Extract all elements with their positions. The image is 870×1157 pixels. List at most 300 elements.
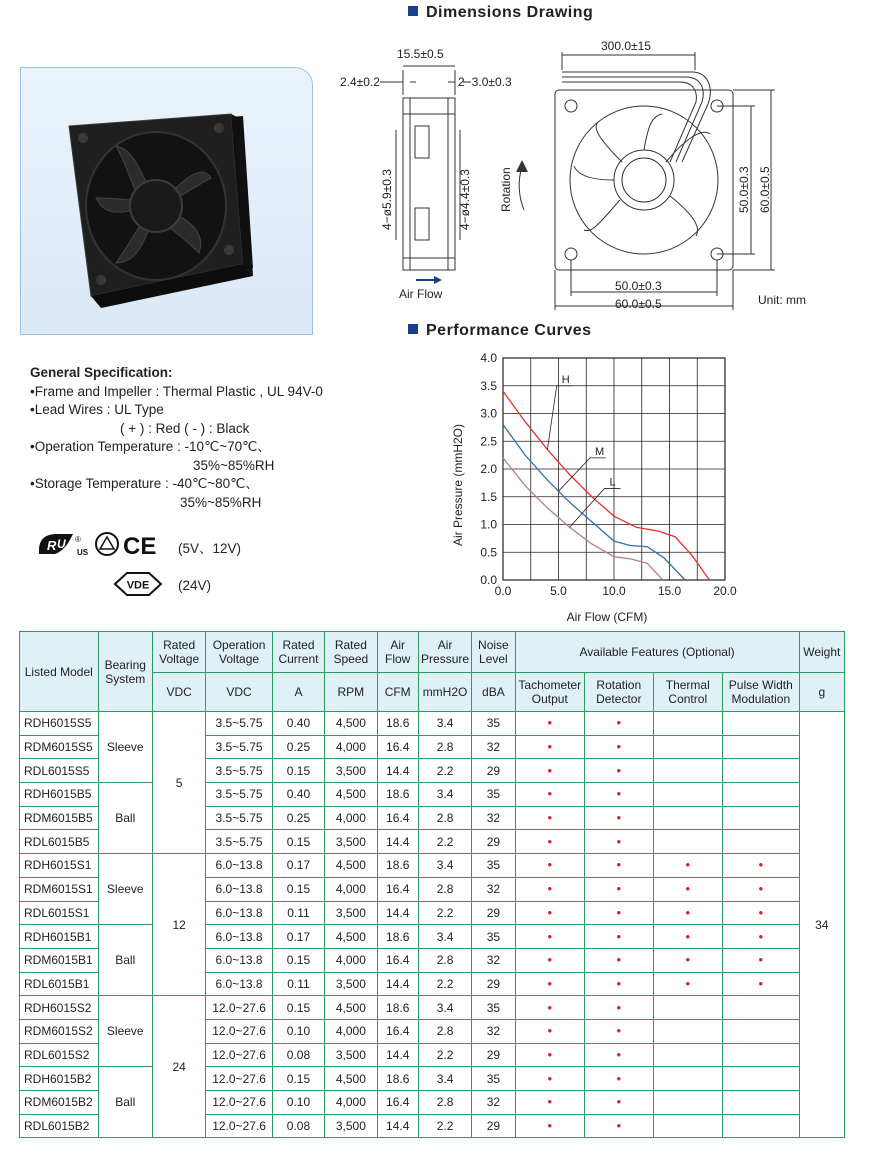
y-tick-label: 1.0	[480, 517, 497, 532]
bearing-cell: Ball	[98, 1067, 152, 1138]
op-voltage-cell: 3.5~5.75	[206, 735, 272, 759]
speed-cell: 4,500	[325, 712, 377, 736]
airflow-cell: 18.6	[377, 996, 418, 1020]
unit-pressure: mmH2O	[418, 673, 471, 712]
general-specification	[30, 364, 360, 512]
feature-tach: Tachometer Output	[515, 673, 585, 712]
svg-text:R: R	[47, 538, 57, 553]
op-voltage-cell: 3.5~5.75	[206, 783, 272, 807]
rotation-cell: •	[585, 712, 653, 736]
ul-logo	[39, 534, 89, 557]
airflow-cell: 14.4	[377, 830, 418, 854]
rated-voltage-cell: 5	[152, 712, 205, 854]
table-row	[20, 854, 845, 878]
pressure-cell: 3.4	[418, 783, 471, 807]
rated-voltage-cell: 24	[152, 996, 205, 1138]
op-voltage-cell: 12.0~27.6	[206, 996, 272, 1020]
spec-table	[19, 631, 845, 1138]
op-voltage-cell: 12.0~27.6	[206, 1019, 272, 1043]
spec-frame: •Frame and Impeller : Thermal Plastic , UL 94V-0	[30, 383, 323, 399]
op-voltage-cell: 6.0~13.8	[206, 925, 272, 949]
rotation-cell: •	[585, 1019, 653, 1043]
svg-text:CE: CE	[123, 533, 157, 560]
speed-cell: 4,000	[325, 735, 377, 759]
current-cell: 0.08	[272, 1043, 324, 1067]
model-cell: RDH6015S2	[20, 996, 99, 1020]
pressure-cell: 2.8	[418, 1019, 471, 1043]
tach-cell: •	[515, 925, 585, 949]
y-tick-label: 3.0	[480, 406, 497, 421]
header-air-pressure: Air Pressure	[418, 632, 471, 673]
model-cell: RDL6015S5	[20, 759, 99, 783]
model-cell: RDL6015B1	[20, 972, 99, 996]
model-cell: RDL6015B2	[20, 1114, 99, 1138]
y-tick-label: 0.0	[480, 573, 497, 587]
current-cell: 0.15	[272, 996, 324, 1020]
pwm-cell: •	[723, 901, 800, 925]
section-square-icon	[408, 324, 418, 334]
pwm-cell	[723, 1019, 800, 1043]
airflow-cell: 18.6	[377, 854, 418, 878]
model-cell: RDH6015B2	[20, 1067, 99, 1091]
op-voltage-cell: 12.0~27.6	[206, 1067, 272, 1091]
dim-hole-right-label: 4−ø4.4±0.3	[458, 169, 472, 230]
y-tick-label: 2.5	[480, 434, 497, 449]
bearing-cell: Sleeve	[98, 712, 152, 783]
spec-op-humidity: 35%~85%RH	[193, 457, 275, 473]
header-bearing: Bearing System	[98, 632, 152, 712]
pwm-cell	[723, 996, 800, 1020]
current-cell: 0.08	[272, 1114, 324, 1138]
speed-cell: 4,500	[325, 996, 377, 1020]
current-cell: 0.40	[272, 712, 324, 736]
dim-left-gap-label: 2.4±0.2	[340, 75, 380, 89]
vde-logo	[113, 570, 163, 598]
thermal-cell	[653, 830, 723, 854]
pwm-cell	[723, 806, 800, 830]
noise-cell: 32	[472, 735, 515, 759]
unit-weight: g	[799, 673, 844, 712]
noise-cell: 35	[472, 925, 515, 949]
pressure-cell: 2.8	[418, 948, 471, 972]
pressure-cell: 3.4	[418, 712, 471, 736]
model-cell: RDH6015B1	[20, 925, 99, 949]
tach-cell: •	[515, 830, 585, 854]
rated-voltage-cell: 12	[152, 854, 205, 996]
pressure-cell: 3.4	[418, 925, 471, 949]
feature-rotation: Rotation Detector	[585, 673, 653, 712]
product-photo-card	[20, 67, 313, 335]
noise-cell: 32	[472, 948, 515, 972]
y-tick-label: 0.5	[480, 545, 497, 560]
tach-cell: •	[515, 1114, 585, 1138]
airflow-label: Air Flow	[399, 287, 443, 301]
thermal-cell	[653, 1114, 723, 1138]
curve-leader	[559, 458, 591, 491]
side-view-frame	[403, 98, 455, 270]
table-row	[20, 925, 845, 949]
dim-width-label: 15.5±0.5	[397, 47, 444, 61]
op-voltage-cell: 3.5~5.75	[206, 806, 272, 830]
thermal-cell: •	[653, 901, 723, 925]
model-cell: RDM6015B1	[20, 948, 99, 972]
pwm-cell: •	[723, 877, 800, 901]
pwm-cell	[723, 759, 800, 783]
thermal-cell: •	[653, 925, 723, 949]
dim-hole-left-label: 4−ø5.9±0.3	[380, 169, 394, 230]
tach-cell: •	[515, 948, 585, 972]
unit-voltage: VDC	[152, 673, 205, 712]
noise-cell: 35	[472, 712, 515, 736]
pressure-cell: 2.2	[418, 1114, 471, 1138]
y-tick-label: 3.5	[480, 378, 497, 393]
weight-cell: 34	[799, 712, 844, 1138]
current-cell: 0.15	[272, 877, 324, 901]
spec-op-temp: •Operation Temperature : -10℃~70℃、	[30, 439, 271, 454]
header-op-voltage: Operation Voltage	[206, 632, 272, 673]
tach-cell: •	[515, 735, 585, 759]
op-voltage-cell: 3.5~5.75	[206, 759, 272, 783]
noise-cell: 35	[472, 854, 515, 878]
noise-cell: 35	[472, 996, 515, 1020]
pressure-cell: 2.2	[418, 972, 471, 996]
current-cell: 0.25	[272, 806, 324, 830]
op-voltage-cell: 6.0~13.8	[206, 877, 272, 901]
spec-lead-wires: •Lead Wires : UL Type	[30, 402, 164, 417]
pwm-cell	[723, 1043, 800, 1067]
unit-op-voltage: VDC	[206, 673, 272, 712]
rotation-cell: •	[585, 735, 653, 759]
dimensions-drawing	[330, 30, 860, 320]
speed-cell: 4,500	[325, 854, 377, 878]
noise-cell: 29	[472, 972, 515, 996]
rotation-cell: •	[585, 783, 653, 807]
op-voltage-cell: 6.0~13.8	[206, 901, 272, 925]
header-features: Available Features (Optional)	[515, 632, 799, 673]
op-voltage-cell: 6.0~13.8	[206, 972, 272, 996]
bearing-cell: Ball	[98, 783, 152, 854]
performance-title: Performance Curves	[408, 322, 592, 340]
curve-leader	[570, 488, 605, 527]
fan-photo	[21, 68, 314, 336]
header-rated-current: Rated Current	[272, 632, 324, 673]
rotation-cell: •	[585, 1043, 653, 1067]
model-cell: RDL6015S1	[20, 901, 99, 925]
x-axis-label: Air Flow (CFM)	[566, 610, 648, 624]
current-cell: 0.15	[272, 1067, 324, 1091]
tach-cell: •	[515, 712, 585, 736]
thermal-cell	[653, 1091, 723, 1115]
unit-speed: RPM	[325, 673, 377, 712]
pwm-cell	[723, 1114, 800, 1138]
pwm-cell: •	[723, 854, 800, 878]
rotation-cell: •	[585, 972, 653, 996]
curve-label-h: H	[561, 373, 570, 386]
airflow-cell: 18.6	[377, 783, 418, 807]
current-cell: 0.17	[272, 854, 324, 878]
speed-cell: 3,500	[325, 901, 377, 925]
airflow-cell: 16.4	[377, 806, 418, 830]
unit-label: Unit: mm	[758, 293, 806, 307]
op-voltage-cell: 6.0~13.8	[206, 854, 272, 878]
front-view-frame	[555, 90, 733, 270]
tach-cell: •	[515, 972, 585, 996]
model-cell: RDM6015S1	[20, 877, 99, 901]
pressure-cell: 2.2	[418, 759, 471, 783]
speed-cell: 4,000	[325, 948, 377, 972]
noise-cell: 32	[472, 1091, 515, 1115]
tach-cell: •	[515, 1067, 585, 1091]
speed-cell: 4,500	[325, 925, 377, 949]
unit-airflow: CFM	[377, 673, 418, 712]
dim-lead-label: 300.0±15	[601, 39, 651, 53]
pressure-cell: 3.4	[418, 854, 471, 878]
pwm-cell	[723, 1091, 800, 1115]
tach-cell: •	[515, 1019, 585, 1043]
pressure-cell: 2.8	[418, 877, 471, 901]
tach-cell: •	[515, 877, 585, 901]
feature-thermal: Thermal Control	[653, 673, 723, 712]
speed-cell: 3,500	[325, 972, 377, 996]
current-cell: 0.15	[272, 759, 324, 783]
pressure-cell: 3.4	[418, 996, 471, 1020]
vde-voltage-label: (24V)	[178, 578, 212, 593]
tach-cell: •	[515, 901, 585, 925]
pressure-cell: 2.2	[418, 830, 471, 854]
tach-cell: •	[515, 1091, 585, 1115]
pressure-cell: 2.2	[418, 901, 471, 925]
noise-cell: 29	[472, 830, 515, 854]
pwm-cell	[723, 783, 800, 807]
airflow-cell: 18.6	[377, 925, 418, 949]
table-row	[20, 712, 845, 736]
spec-wire-colors: ( + ) : Red ( - ) : Black	[120, 420, 250, 436]
pwm-cell	[723, 1067, 800, 1091]
header-air-flow: Air Flow	[377, 632, 418, 673]
rotation-label: Rotation	[499, 167, 513, 212]
dim-v-inner-label: 50.0±0.3	[737, 166, 751, 213]
speed-cell: 4,000	[325, 877, 377, 901]
airflow-cell: 16.4	[377, 1019, 418, 1043]
x-tick-label: 0.0	[494, 584, 512, 598]
dim-h-inner-label: 50.0±0.3	[615, 279, 662, 293]
unit-noise: dBA	[472, 673, 515, 712]
thermal-cell	[653, 783, 723, 807]
pwm-cell: •	[723, 925, 800, 949]
speed-cell: 4,500	[325, 1067, 377, 1091]
op-voltage-cell: 12.0~27.6	[206, 1114, 272, 1138]
curve-label-m: M	[595, 445, 605, 458]
current-cell: 0.11	[272, 972, 324, 996]
rotation-cell: •	[585, 877, 653, 901]
feature-pwm: Pulse Width Modulation	[723, 673, 800, 712]
rotation-cell: •	[585, 948, 653, 972]
current-cell: 0.10	[272, 1019, 324, 1043]
speed-cell: 4,000	[325, 1091, 377, 1115]
curve-m	[503, 425, 685, 580]
pwm-cell	[723, 712, 800, 736]
noise-cell: 29	[472, 759, 515, 783]
pressure-cell: 2.2	[418, 1043, 471, 1067]
speed-cell: 3,500	[325, 759, 377, 783]
header-listed-model: Listed Model	[20, 632, 99, 712]
performance-chart	[440, 345, 760, 630]
airflow-cell: 16.4	[377, 735, 418, 759]
dimensions-title: Dimensions Drawing	[408, 4, 593, 22]
rotation-cell: •	[585, 854, 653, 878]
unit-current: A	[272, 673, 324, 712]
model-cell: RDH6015B5	[20, 783, 99, 807]
airflow-cell: 18.6	[377, 712, 418, 736]
rotation-cell: •	[585, 1114, 653, 1138]
noise-cell: 29	[472, 1043, 515, 1067]
airflow-cell: 18.6	[377, 1067, 418, 1091]
current-cell: 0.11	[272, 901, 324, 925]
triangle-cert-logo	[96, 533, 118, 555]
spec-heading: General Specification:	[30, 365, 173, 380]
x-tick-label: 5.0	[550, 584, 567, 598]
pressure-cell: 2.8	[418, 735, 471, 759]
y-tick-label: 2.0	[480, 462, 497, 476]
tach-cell: •	[515, 759, 585, 783]
svg-text:®: ®	[75, 535, 81, 544]
airflow-cell: 16.4	[377, 1091, 418, 1115]
noise-cell: 35	[472, 1067, 515, 1091]
tach-cell: •	[515, 783, 585, 807]
model-cell: RDM6015B2	[20, 1091, 99, 1115]
noise-cell: 32	[472, 877, 515, 901]
header-rated-speed: Rated Speed	[325, 632, 377, 673]
thermal-cell	[653, 806, 723, 830]
svg-text:US: US	[77, 548, 89, 557]
current-cell: 0.17	[272, 925, 324, 949]
tach-cell: •	[515, 854, 585, 878]
rotation-cell: •	[585, 806, 653, 830]
table-row	[20, 996, 845, 1020]
rotation-cell: •	[585, 1091, 653, 1115]
rotation-cell: •	[585, 759, 653, 783]
noise-cell: 29	[472, 1114, 515, 1138]
dim-v-outer-label: 60.0±0.5	[758, 166, 772, 213]
pwm-cell	[723, 735, 800, 759]
header-rated-voltage: Rated Voltage	[152, 632, 205, 673]
airflow-cell: 14.4	[377, 1114, 418, 1138]
certification-logos	[35, 528, 165, 560]
thermal-cell	[653, 712, 723, 736]
noise-cell: 29	[472, 901, 515, 925]
header-noise: Noise Level	[472, 632, 515, 673]
x-tick-label: 10.0	[602, 584, 626, 598]
dim-h-outer-label: 60.0±0.5	[615, 297, 662, 311]
airflow-cell: 16.4	[377, 948, 418, 972]
speed-cell: 4,000	[325, 1019, 377, 1043]
model-cell: RDM6015S5	[20, 735, 99, 759]
rotation-cell: •	[585, 830, 653, 854]
speed-cell: 3,500	[325, 1043, 377, 1067]
svg-text:VDE: VDE	[126, 579, 150, 592]
cert-voltage-label: (5V、12V)	[178, 541, 242, 556]
airflow-cell: 14.4	[377, 759, 418, 783]
noise-cell: 35	[472, 783, 515, 807]
speed-cell: 3,500	[325, 1114, 377, 1138]
pressure-cell: 3.4	[418, 1067, 471, 1091]
spec-storage-humidity: 35%~85%RH	[180, 494, 262, 510]
rotation-cell: •	[585, 901, 653, 925]
model-cell: RDM6015B5	[20, 806, 99, 830]
thermal-cell: •	[653, 877, 723, 901]
op-voltage-cell: 12.0~27.6	[206, 1043, 272, 1067]
model-cell: RDH6015S5	[20, 712, 99, 736]
speed-cell: 4,500	[325, 783, 377, 807]
rotation-cell: •	[585, 925, 653, 949]
model-cell: RDL6015B5	[20, 830, 99, 854]
airflow-cell: 16.4	[377, 877, 418, 901]
table-row	[20, 783, 845, 807]
op-voltage-cell: 3.5~5.75	[206, 712, 272, 736]
thermal-cell	[653, 996, 723, 1020]
current-cell: 0.15	[272, 948, 324, 972]
curve-l	[503, 458, 663, 580]
pressure-cell: 2.8	[418, 1091, 471, 1115]
x-tick-label: 15.0	[657, 584, 682, 598]
op-voltage-cell: 12.0~27.6	[206, 1091, 272, 1115]
model-cell: RDM6015S2	[20, 1019, 99, 1043]
speed-cell: 3,500	[325, 830, 377, 854]
op-voltage-cell: 3.5~5.75	[206, 830, 272, 854]
rotation-cell: •	[585, 1067, 653, 1091]
pwm-cell	[723, 830, 800, 854]
rotation-cell: •	[585, 996, 653, 1020]
pwm-cell: •	[723, 948, 800, 972]
tach-cell: •	[515, 1043, 585, 1067]
spec-storage-temp: •Storage Temperature : -40℃~80℃、	[30, 476, 259, 491]
bearing-cell: Sleeve	[98, 996, 152, 1067]
thermal-cell	[653, 1067, 723, 1091]
pressure-cell: 2.8	[418, 806, 471, 830]
svg-text:U: U	[57, 537, 66, 551]
thermal-cell	[653, 735, 723, 759]
tach-cell: •	[515, 996, 585, 1020]
model-cell: RDL6015S2	[20, 1043, 99, 1067]
table-row	[20, 1067, 845, 1091]
speed-cell: 4,000	[325, 806, 377, 830]
model-cell: RDH6015S1	[20, 854, 99, 878]
pwm-cell: •	[723, 972, 800, 996]
current-cell: 0.40	[272, 783, 324, 807]
header-weight: Weight	[799, 632, 844, 673]
bearing-cell: Sleeve	[98, 854, 152, 925]
thermal-cell	[653, 1019, 723, 1043]
y-tick-label: 4.0	[480, 351, 497, 365]
section-square-icon	[408, 6, 418, 16]
x-tick-label: 20.0	[713, 584, 737, 598]
dim-right-gap-label: 2−3.0±0.3	[458, 75, 512, 89]
airflow-cell: 14.4	[377, 901, 418, 925]
thermal-cell: •	[653, 948, 723, 972]
airflow-cell: 14.4	[377, 972, 418, 996]
thermal-cell	[653, 1043, 723, 1067]
current-cell: 0.25	[272, 735, 324, 759]
curve-leader	[547, 386, 556, 450]
bearing-cell: Ball	[98, 925, 152, 996]
current-cell: 0.15	[272, 830, 324, 854]
ce-logo	[123, 533, 156, 560]
y-axis-label: Air Pressure (mmH2O)	[451, 423, 465, 547]
noise-cell: 32	[472, 806, 515, 830]
y-tick-label: 1.5	[480, 489, 497, 504]
thermal-cell	[653, 759, 723, 783]
noise-cell: 32	[472, 1019, 515, 1043]
